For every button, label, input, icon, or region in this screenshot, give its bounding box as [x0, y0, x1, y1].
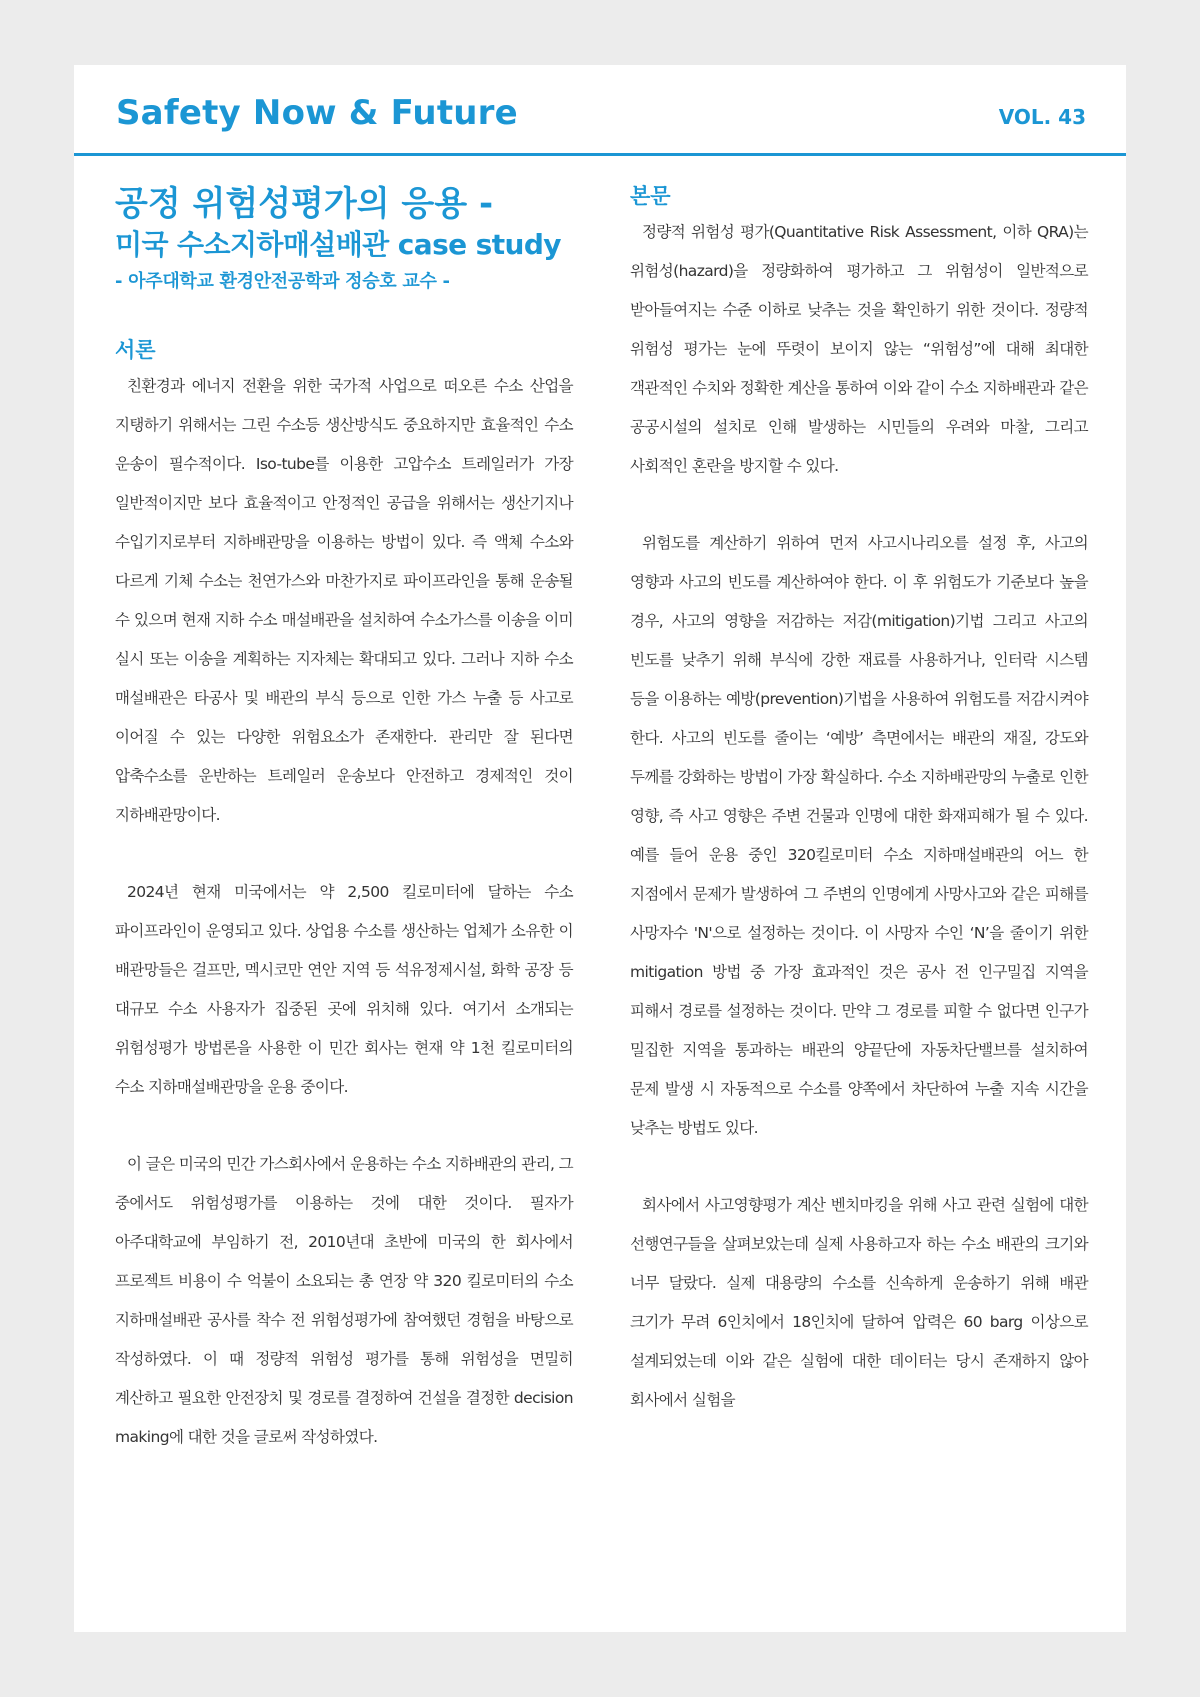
- page-header: [74, 65, 1126, 156]
- article-title: 공정 위험성평가의 응용 -: [115, 184, 494, 224]
- section-heading-intro: 서론: [115, 338, 156, 362]
- left-column: [115, 175, 573, 1457]
- volume-number: VOL. 43: [998, 105, 1086, 129]
- author-byline: - 아주대학교 환경안전공학과 정승호 교수 -: [115, 271, 450, 292]
- section-heading-main: 본문: [630, 184, 671, 208]
- body-paragraph: 2024년 현재 미국에서는 약 2,500 킬로미터에 달하는 수소 파이프라인이 운영되고 있다. 상업용 수소를 생산하는 업체가 소유한 이 배관망들은 걸프만, 멕시코만 연안 지역 등 석유정제시설, 화학 공장 등 대규모 수소 사용자가 집중된 곳에 위치해 있다. 여기서 소개되는 위험성평가 방법론을 사용한 이 민간 회사는 현재 약 1천 킬로미터의 수소 지하매설배관망을 운용 중이다.: [115, 883, 573, 1096]
- publication-title: Safety Now & Future: [116, 93, 518, 133]
- right-column: [630, 175, 1088, 1420]
- body-paragraph: 위험도를 계산하기 위하여 먼저 사고시나리오를 설정 후, 사고의 영향과 사고의 빈도를 계산하여야 한다. 이 후 위험도가 기준보다 높을 경우, 사고의 영향을 저감하는 저감(mitigation)기법 그리고 사고의 빈도를 낮추기 위해 부식에 강한 재료를 사용하거나, 인터락 시스템 등을 이용하는 예방(prevention)기법을 사용하여 위험도를 저감시켜야 한다. 사고의 빈도를 줄이는 ‘예방’ 측면에서는 배관의 재질, 강도와 두께를 강화하는 방법이 가장 확실하다. 수소 지하배관망의 누출로 인한 영향, 즉 사고 영향은 주변 건물과 인명에 대한 화재피해가 될 수 있다. 예를 들어 운용 중인 320킬로미터 수소 지하매설배관의 어느 한 지점에서 문제가 발생하여 그 주변의 인명에게 사망사고와 같은 피해를 사망자수 'N'으로 설정하는 것이다. 이 사망자 수인 ‘N’을 줄이기 위한 mitigation 방법 중 가장 효과적인 것은 공사 전 인구밀집 지역을 피해서 경로를 설정하는 것이다. 만약 그 경로를 피할 수 없다면 인구가 밀집한 지역을 통과하는 배관의 양끝단에 자동차단밸브를 설치하여 문제 발생 시 자동적으로 수소를 양쪽에서 차단하여 누출 지속 시간을 낮추는 방법도 있다.: [630, 534, 1088, 1137]
- body-paragraph: 정량적 위험성 평가(Quantitative Risk Assessment, 이하 QRA)는 위험성(hazard)을 정량화하여 평가하고 그 위험성이 일반적으로 받아들여지는 수준 이하로 낮추는 것을 확인하기 위한 것이다. 정량적 위험성 평가는 눈에 뚜렷이 보이지 않는 “위험성”에 대해 최대한 객관적인 수치와 정확한 계산을 통하여 이와 같이 수소 지하배관과 같은 공공시설의 설치로 인해 발생하는 시민들의 우려와 마찰, 그리고 사회적인 혼란을 방지할 수 있다.: [630, 223, 1088, 475]
- body-paragraph: 이 글은 미국의 민간 가스회사에서 운용하는 수소 지하배관의 관리, 그 중에서도 위험성평가를 이용하는 것에 대한 것이다. 필자가 아주대학교에 부임하기 전, 2010년대 초반에 미국의 한 회사에서 프로젝트 비용이 수 억불이 소요되는 총 연장 약 320 킬로미터의 수소 지하매설배관 공사를 착수 전 위험성평가에 참여했던 경험을 바탕으로 작성하였다. 이 때 정량적 위험성 평가를 통해 위험성을 면밀히 계산하고 필요한 안전장치 및 경로를 결정하여 건설을 결정한 decision making에 대한 것을 글로써 작성하였다.: [115, 1155, 573, 1446]
- page: [74, 65, 1126, 1632]
- body-paragraph: 친환경과 에너지 전환을 위한 국가적 사업으로 떠오른 수소 산업을 지탱하기 위해서는 그린 수소등 생산방식도 중요하지만 효율적인 수소 운송이 필수적이다. Iso-tube를 이용한 고압수소 트레일러가 가장 일반적이지만 보다 효율적이고 안정적인 공급을 위해서는 생산기지나 수입기지로부터 지하배관망을 이용하는 방법이 있다. 즉 액체 수소와 다르게 기체 수소는 천연가스와 마찬가지로 파이프라인을 통해 운송될 수 있으며 현재 지하 수소 매설배관을 설치하여 수소가스를 이송을 이미 실시 또는 이송을 계획하는 지자체는 확대되고 있다. 그러나 지하 수소 매설배관은 타공사 및 배관의 부식 등으로 인한 가스 누출 등 사고로 이어질 수 있는 다양한 위험요소가 존재한다. 관리만 잘 된다면 압축수소를 운반하는 트레일러 운송보다 안전하고 경제적인 것이 지하배관망이다.: [115, 377, 573, 824]
- body-paragraph: 회사에서 사고영향평가 계산 벤치마킹을 위해 사고 관련 실험에 대한 선행연구들을 살펴보았는데 실제 사용하고자 하는 수소 배관의 크기와 너무 달랐다. 실제 대용량의 수소를 신속하게 운송하기 위해 배관 크기가 무려 6인치에서 18인치에 달하여 압력은 60 barg 이상으로 설계되었는데 이와 같은 실험에 대한 데이터는 당시 존재하지 않아 회사에서 실험을: [630, 1196, 1088, 1409]
- article-subtitle: 미국 수소지하매설배관 case study: [115, 228, 561, 261]
